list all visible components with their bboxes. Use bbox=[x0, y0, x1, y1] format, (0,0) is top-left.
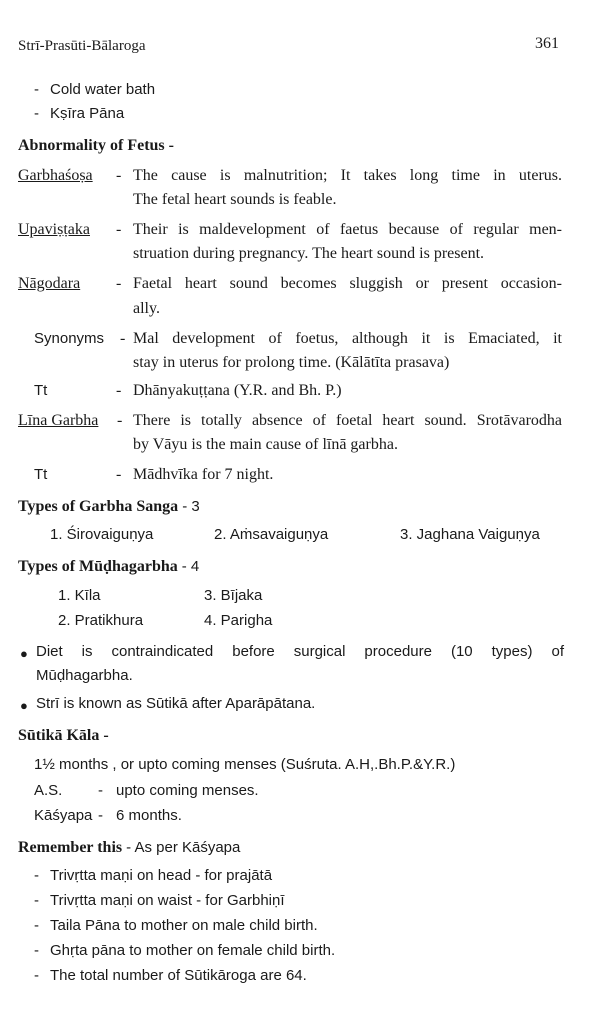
sutika-label: A.S. bbox=[34, 782, 63, 799]
definition-line: by Vāyu is the main cause of līnā garbha. bbox=[133, 436, 398, 453]
sutika-line: 1½ months , or upto coming menses (Suśruta. A.H,.Bh.P.&Y.R.) bbox=[34, 756, 456, 773]
heading-text: Remember this bbox=[18, 839, 123, 856]
sutika-separator: - bbox=[98, 782, 103, 799]
list-item: 2. Pratikhura bbox=[58, 612, 144, 629]
term-separator: - bbox=[116, 466, 122, 483]
term: Garbhaśoṣa bbox=[18, 167, 93, 184]
sutika-value: upto coming menses. bbox=[116, 782, 259, 799]
term-separator: - bbox=[116, 167, 122, 184]
list-item: Cold water bath bbox=[50, 81, 156, 98]
list-item: 3. Jaghana Vaiguṇya bbox=[400, 526, 540, 543]
section-heading-sanga bbox=[18, 497, 200, 517]
term: Tt bbox=[34, 382, 48, 399]
list-item: 4. Parigha bbox=[204, 612, 273, 629]
definition-line: stay in uterus for prolong time. (Kālātīta prasava) bbox=[133, 354, 450, 371]
list-item: 1. Kīla bbox=[58, 587, 101, 604]
list-item: Kṣīra Pāna bbox=[50, 105, 125, 122]
list-item: Trivṛtta maṇi on head - for prajātā bbox=[50, 867, 273, 884]
definition-line: Their is maldevelopment of faetus because of regular men- bbox=[133, 221, 562, 238]
list-dash: - bbox=[34, 967, 39, 984]
list-dash: - bbox=[34, 917, 39, 934]
bullet-line: Diet is contraindicated before surgical procedure (10 types) of bbox=[36, 643, 564, 660]
list-item: Ghṛta pāna to mother on female child birth. bbox=[50, 942, 336, 959]
term: Nāgodara bbox=[18, 275, 81, 292]
running-title: Strī-Prasūti-Bālaroga bbox=[18, 38, 146, 54]
term: Upaviṣṭaka bbox=[18, 221, 90, 238]
term-separator: - bbox=[117, 412, 123, 429]
section-heading-mudha bbox=[18, 557, 199, 577]
definition-line: struation during pregnancy. The heart sound is present. bbox=[133, 245, 485, 262]
bullet-line: Strī is known as Sūtikā after Aparāpātana. bbox=[36, 695, 316, 712]
section-heading-fetus: Abnormality of Fetus - bbox=[18, 137, 174, 154]
term: Synonyms bbox=[34, 330, 105, 347]
heading-count: - 4 bbox=[181, 558, 200, 575]
bullet-line: Mūḍhagarbha. bbox=[36, 667, 133, 684]
section-heading-remember bbox=[18, 838, 240, 858]
definition-line: The cause is malnutrition; It takes long time in uterus. bbox=[133, 167, 562, 184]
definition-line: There is totally absence of foetal heart sound. Srotāvarodha bbox=[133, 412, 562, 429]
list-item: 3. Bījaka bbox=[204, 587, 263, 604]
page-number: 361 bbox=[535, 35, 559, 52]
list-dash: - bbox=[34, 81, 39, 98]
heading-suffix: - As per Kāśyapa bbox=[126, 839, 241, 856]
sutika-label: Kāśyapa bbox=[34, 807, 93, 824]
heading-text: Types of Mūḍhagarbha bbox=[18, 558, 178, 575]
list-dash: - bbox=[34, 867, 39, 884]
term: Tt bbox=[34, 466, 48, 483]
bullet-icon: ● bbox=[20, 698, 28, 713]
definition-line: Dhānyakuṭṭana (Y.R. and Bh. P.) bbox=[133, 382, 342, 399]
term: Līna Garbha bbox=[18, 412, 99, 429]
list-dash: - bbox=[34, 892, 39, 909]
term-separator: - bbox=[120, 330, 126, 347]
list-item: Taila Pāna to mother on male child birth. bbox=[50, 917, 318, 934]
definition-line: ally. bbox=[133, 300, 160, 317]
list-dash: - bbox=[34, 942, 39, 959]
list-item: 1. Śirovaiguṇya bbox=[50, 526, 154, 543]
term-separator: - bbox=[116, 275, 122, 292]
sutika-separator: - bbox=[98, 807, 103, 824]
definition-line: Mal development of foetus, although it is Emaciated, it bbox=[133, 330, 562, 347]
definition-line: The fetal heart sounds is feable. bbox=[133, 191, 337, 208]
sutika-value: 6 months. bbox=[116, 807, 182, 824]
heading-text: Types of Garbha Sanga bbox=[18, 498, 179, 515]
term-separator: - bbox=[116, 382, 122, 399]
definition-line: Faetal heart sound becomes sluggish or present occasion- bbox=[133, 275, 562, 292]
section-heading-sutika: Sūtikā Kāla - bbox=[18, 727, 109, 744]
list-dash: - bbox=[34, 105, 39, 122]
list-item: The total number of Sūtikāroga are 64. bbox=[50, 967, 307, 984]
list-item: 2. Aṁsavaiguṇya bbox=[214, 526, 329, 543]
bullet-icon: ● bbox=[20, 646, 28, 661]
definition-line: Mādhvīka for 7 night. bbox=[133, 466, 274, 483]
list-item: Trivṛtta maṇi on waist - for Garbhiṇī bbox=[50, 892, 285, 909]
heading-count: - 3 bbox=[182, 498, 200, 515]
term-separator: - bbox=[116, 221, 122, 238]
